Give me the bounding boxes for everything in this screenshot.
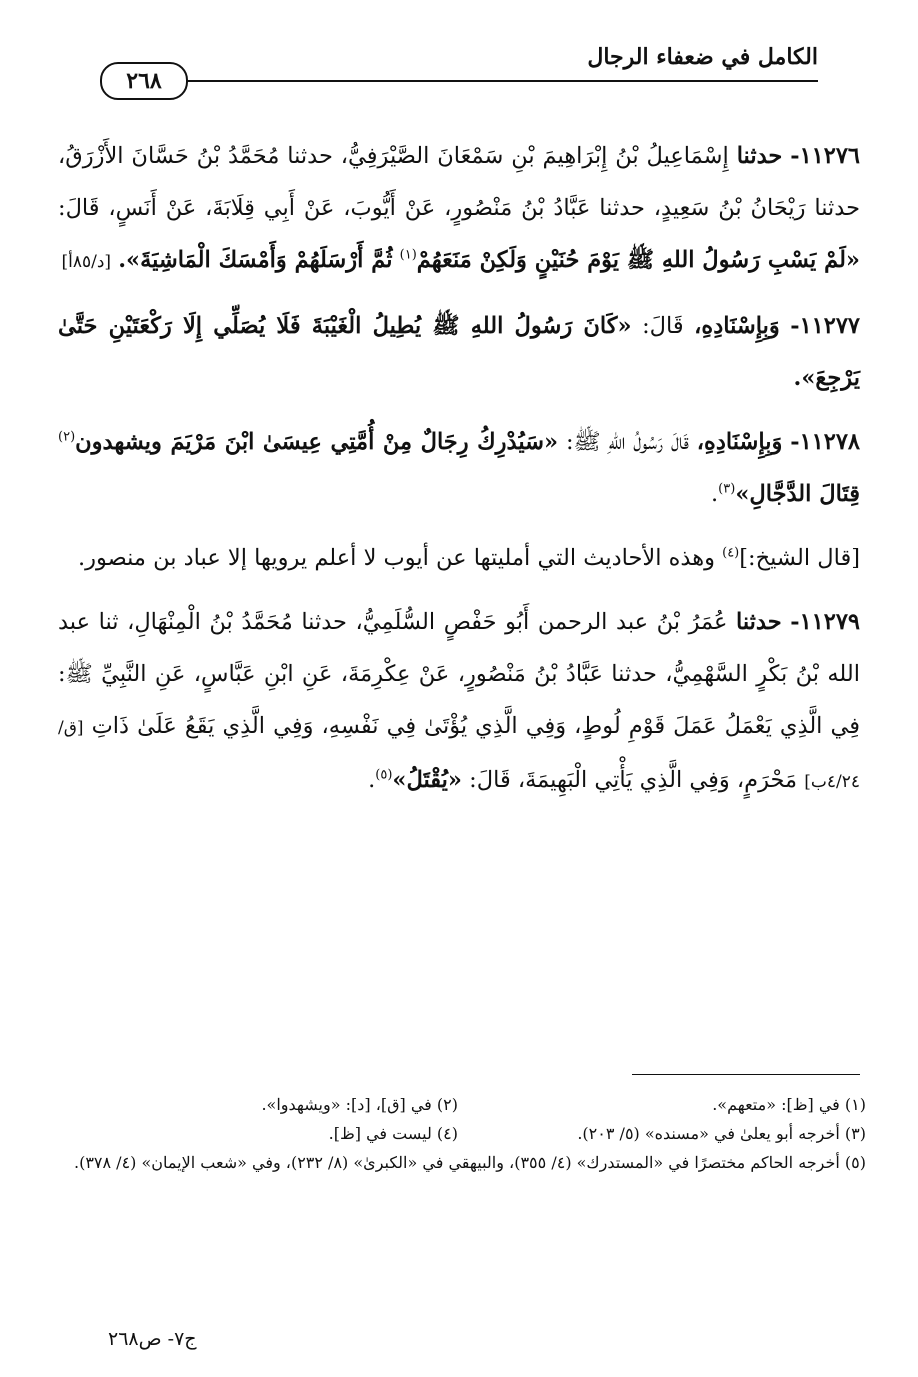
footnotes [50,1090,866,1177]
page-number-badge: ٢٦٨ [100,62,188,100]
shaykh-note [58,532,860,584]
footnote-marker[interactable]: (٣) [718,481,736,497]
hadith-isnad: عُمَرُ بْنُ عبد الرحمن أَبُو حَفْصٍ السُّلَمِيُّ، حدثنا مُحَمَّدُ بْنُ الْمِنْهَالِ، ثنا عبد الله بْنُ بَكْرٍ السَّهْمِيُّ، حدثنا عَبَّادُ بْنُ مَنْصُورٍ، عَنْ عِكْرِمَةَ، عَنِ ابْنِ عَبَّاسٍ، عَنِ النَّبِيِّ ﷺ: فِي الَّذِي يَعْمَلُ عَمَلَ قَوْمِ لُوطٍ، وَفِي الَّذِي يُؤْتَىٰ فِي نَفْسِهِ، وَفِي الَّذِي يَقَعُ عَلَىٰ ذَاتِ [58,609,860,739]
page-header [100,44,818,94]
footnote-4: (٤) ليست في [ظ]. [328,1124,458,1143]
hadith-number: ١١٢٧٨- [790,429,861,455]
footnote-row [50,1119,866,1148]
shaykh-note-text: وهذه الأحاديث التي أمليتها عن أيوب لا أعلم يرويها إلا عباد بن منصور. [77,545,715,571]
hadith-matn: «يُقْتَلُ» [392,767,462,793]
manuscript-reference: [د/٨٥أ] [61,252,112,272]
hadith-matn: «سَيُدْرِكُ رِجَالٌ مِنْ أُمَّتِي عِيسَىٰ ابْنَ مَرْيَمَ ويشهدون [75,429,559,455]
hadith-11277 [58,300,860,404]
hadith-11276 [58,130,860,288]
footnote-1: (١) في [ظ]: «متعهم». [712,1095,866,1114]
hadith-isnad: إِسْمَاعِيلُ بْنُ إِبْرَاهِيمَ بْنِ سَمْعَانَ الصَّيْرَفِيُّ، حدثنا مُحَمَّدُ بْنُ حَسَّانَ الأَزْرَقُ، حدثنا رَيْحَانُ بْنُ سَعِيدٍ، حدثنا عَبَّادُ بْنُ مَنْصُورٍ، عَنْ أَيُّوبَ، عَنْ أَبِي قِلَابَةَ، عَنْ أَنَسٍ، قَالَ: [58,143,860,221]
footnote-2: (٢) في [ق]، [د]: «ويشهدوا». [261,1095,458,1114]
hadith-lead: حدثنا [736,143,783,169]
footnote-3: (٣) أخرجه أبو يعلىٰ في «مسنده» (٥/ ٢٠٣). [577,1124,866,1143]
footnote-separator [632,1074,860,1075]
hadith-number: ١١٢٧٦- [790,143,861,169]
footnote-row [50,1090,866,1119]
footnote-marker[interactable]: (٢) [58,429,76,445]
volume-page-reference: ج٧- ص٢٦٨ [108,1328,197,1350]
hadith-matn-continued: قِتَالَ الدَّجَّالِ» [735,481,860,507]
footnote-marker[interactable]: (١) [399,247,417,263]
hadith-lead: وَبِإِسْنَادِهِ، [696,429,783,455]
header-rule [100,80,818,82]
hadith-11279: ١١٢٧٩- حدثنا عُمَرُ بْنُ عبد الرحمن أَبُو حَفْصٍ السُّلَمِيُّ، حدثنا مُحَمَّدُ بْنُ الْمِنْهَالِ، ثنا عبد الله بْنُ بَكْرٍ السَّهْمِيُّ، حدثنا عَبَّادُ بْنُ مَنْصُورٍ، عَنْ عِكْرِمَةَ، عَنِ ابْنِ عَبَّاسٍ، عَنِ النَّبِيِّ ﷺ: فِي الَّذِي يَعْمَلُ عَمَلَ قَوْمِ لُوطٍ، وَفِي الَّذِي يُؤْتَىٰ فِي نَفْسِهِ، وَفِي الَّذِي يَقَعُ عَلَىٰ ذَاتِ [ق/٤/٢٤ب] مَحْرَمٍ، وَفِي الَّذِي يَأْتِي الْبَهِيمَةَ، قَالَ: «يُقْتَلُ»$^{(٥)}$. [58,609,860,793]
hadith-11278: ١١٢٧٨- وَبِإِسْنَادِهِ، قَالَ رَسُولُ اللهِ ﷺ: «سَيُدْرِكُ رِجَالٌ مِنْ أُمَّتِي عِيسَىٰ ابْنَ مَرْيَمَ ويشهدون$^{(٢)}$ قِتَالَ الدَّجَّالِ»$^{(٣)}$. [58,429,861,507]
hadith-text-continued: مَحْرَمٍ، وَفِي الَّذِي يَأْتِي الْبَهِيمَةَ، قَالَ: [469,767,798,793]
hadith-number: ١١٢٧٧- [790,313,860,339]
hadith-matn: «كَانَ رَسُولُ اللهِ ﷺ يُطِيلُ الْغَيْبَةَ فَلَا يُصَلِّي إِلَا رَكْعَتَيْنِ حَتَّىٰ يَرْجِعَ». [58,313,860,391]
hadith-isnad: قَالَ: [642,313,684,339]
main-text [58,130,860,820]
hadith-lead: حدثنا [736,609,782,635]
hadith-lead: وَبِإِسْنَادِهِ، [694,313,780,339]
shaykh-label: [قال الشيخ:] [739,545,860,571]
hadith-matn-continued: ثُمَّ أَرْسَلَهُمْ وَأَمْسَكَ الْمَاشِيَةَ». [118,247,393,273]
footnote-5: (٥) أخرجه الحاكم مختصرًا في «المستدرك» (٤/ ٣٥٥)، والبيهقي في «الكبرىٰ» (٨/ ٢٣٢)، وفي «شعب الإيمان» (٤/ ٣٧٨). [73,1153,866,1172]
hadith-number: ١١٢٧٩- [790,609,860,635]
running-title: الكامل في ضعفاء الرجال [587,44,818,70]
manuscript-reference: [ق/٤/٢٤ب] [58,718,860,792]
hadith-isnad: قَالَ رَسُولُ اللهِ ﷺ: [565,429,689,455]
footnote-marker[interactable]: (٥) [375,767,393,783]
footnote-marker[interactable]: (٤) [722,545,740,561]
hadith-matn: «لَمْ يَسْبِ رَسُولُ اللهِ ﷺ يَوْمَ حُنَيْنٍ وَلَكِنْ مَنَعَهُمْ [416,247,860,273]
